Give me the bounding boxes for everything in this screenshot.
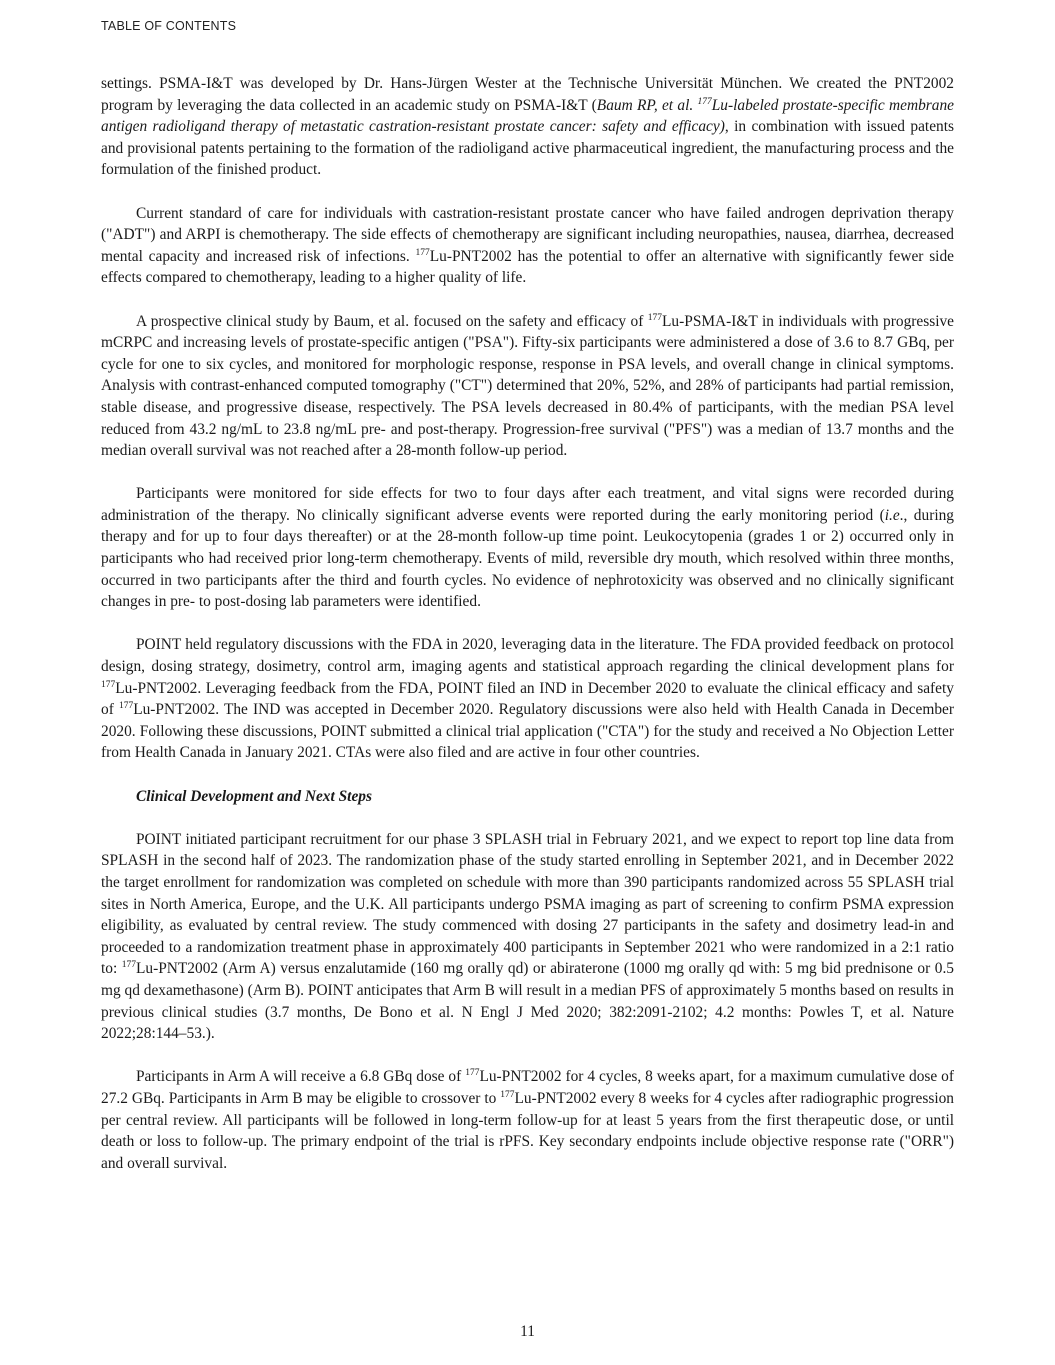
paragraph-baum-study: A prospective clinical study by Baum, et al. focused on the safety and efficacy of $^{177}$Lu-PSMA-I&T in individuals with progressive mCRPC and increasing levels of prostate-specific antigen ("PSA"). Fifty-six participants were administered a dose of 3.6 to 8.7 GBq, per cycle for one to six cycles, and monitored for morphologic response, response in PSA levels, and overall change in clinical symptoms. Analysis with contrast-enhanced computed tomography ("CT") determined that 20%, 52%, and 28% of participants had partial remission, stable disease, and progressive disease, respectively. The PSA levels decreased in 80.4% of participants, with the median PSA level reduced from 43.2 ng/mL to 23.8 ng/mL pre- and post-therapy. Progression-free survival ("PFS") was a median of 13.7 months and the median overall survival was not reached after a 28-month follow-up period. <box>101 312 954 460</box>
table-of-contents-link[interactable]: TABLE OF CONTENTS <box>101 19 237 33</box>
paragraph-side-effects: Participants were monitored for side effects for two to four days after each treatment, and vital signs were recorded during administration of the therapy. No clinically significant adverse events were reported during the early monitoring period (i.e., during therapy and for up to four days thereafter) or at the 28-month follow-up time point. Leukocytopenia (grades 1 or 2) occurred only in participants who had received prior long-term chemotherapy. Events of mild, reversible dry mouth, which resolved within three months, occurred in two participants after the third and fourth cycles. No evidence of nephrotoxicity was observed and no clinically significant changes in pre- to post-dosing lab parameters were identified. <box>101 485 954 611</box>
paragraph-psma-it-origin: settings. PSMA-I&T was developed by Dr. Hans-Jürgen Wester at the Technische Universität München. We created the PNT2002 program by leveraging the data collected in an academic study on PSMA-I&T (Baum RP, et al. $^{177}$Lu-labeled prostate-specific membrane antigen radioligand therapy of metastatic castration-resistant prostate cancer: safety and efficacy), in combination with issued patents and provisional patents pertaining to the formation of the radioligand active pharmaceutical ingredient, the manufacturing process and the formulation of the finished product. <box>101 75 955 179</box>
document-body <box>101 73 954 1174</box>
paragraph-splash-trial: POINT initiated participant recruitment for our phase 3 SPLASH trial in February 2021, and we expect to report top line data from SPLASH in the second half of 2023. The randomization phase of the study started enrolling in September 2021, and in December 2022 the target enrollment for randomization was completed on schedule with more than 390 participants randomized across 55 SPLASH trial sites in North America, Europe, and the U.K. All participants undergo PSMA imaging as part of screening to confirm PSMA expression eligibility, as evaluated by central review. The study commenced with dosing 27 participants in the safety and dosimetry lead-in and proceeded to a randomization treatment phase in approximately 400 participants in September 2021 who were randomized in a 2:1 ratio to: $^{177}$Lu-PNT2002 (Arm A) versus enzalutamide (160 mg orally qd) or abiraterone (1000 mg orally qd with: 5 mg bid prednisone or 0.5 mg qd dexamethasone) (Arm B). POINT anticipates that Arm B will result in a median PFS of approximately 5 months based on results in previous clinical studies (3.7 months, De Bono et al. N Engl J Med 2020; 382:2091-2102; 4.2 months: Powles T, et al. Nature 2022;28:144–53.). <box>101 830 954 1043</box>
page-number: 11 <box>520 1323 535 1340</box>
paragraph-standard-of-care: Current standard of care for individuals with castration-resistant prostate cancer who have failed androgen deprivation therapy ("ADT") and ARPI is chemotherapy. The side effects of chemotherapy are significant including neuropathies, nausea, diarrhea, decreased mental capacity and increased risk of infections. $^{177}$Lu-PNT2002 has the potential to offer an alternative with significantly fewer side effects compared to chemotherapy, leading to a higher quality of life. <box>101 204 954 287</box>
paragraph-arm-dosing: Participants in Arm A will receive a 6.8 GBq dose of $^{177}$Lu-PNT2002 for 4 cycles, 8 weeks apart, for a maximum cumulative dose of 27.2 GBq. Participants in Arm B may be eligible to crossover to $^{177}$Lu-PNT2002 every 8 weeks for 4 cycles after radiographic progression per central review. All participants will be followed in long-term follow-up for at least 5 years from the first therapeutic dose, or until death or loss to follow-up. The primary endpoint of the trial is rPFS. Key secondary endpoints include objective response rate ("ORR") and overall survival. <box>101 1068 954 1172</box>
paragraph-regulatory-discussions: POINT held regulatory discussions with the FDA in 2020, leveraging data in the literature. The FDA provided feedback on protocol design, dosing strategy, dosimetry, control arm, imaging agents and statistical approach regarding the clinical development plans for $^{177}$Lu-PNT2002. Leveraging feedback from the FDA, POINT filed an IND in December 2020 to evaluate the clinical efficacy and safety of $^{177}$Lu-PNT2002. The IND was accepted in December 2020. Regulatory discussions were also held with Health Canada in December 2020. Following these discussions, POINT submitted a clinical trial application ("CTA") for the study and received a No Objection Letter from Health Canada in January 2021. CTAs were also filed and are active in four other countries. <box>101 636 954 762</box>
section-heading: Clinical Development and Next Steps <box>136 787 372 805</box>
